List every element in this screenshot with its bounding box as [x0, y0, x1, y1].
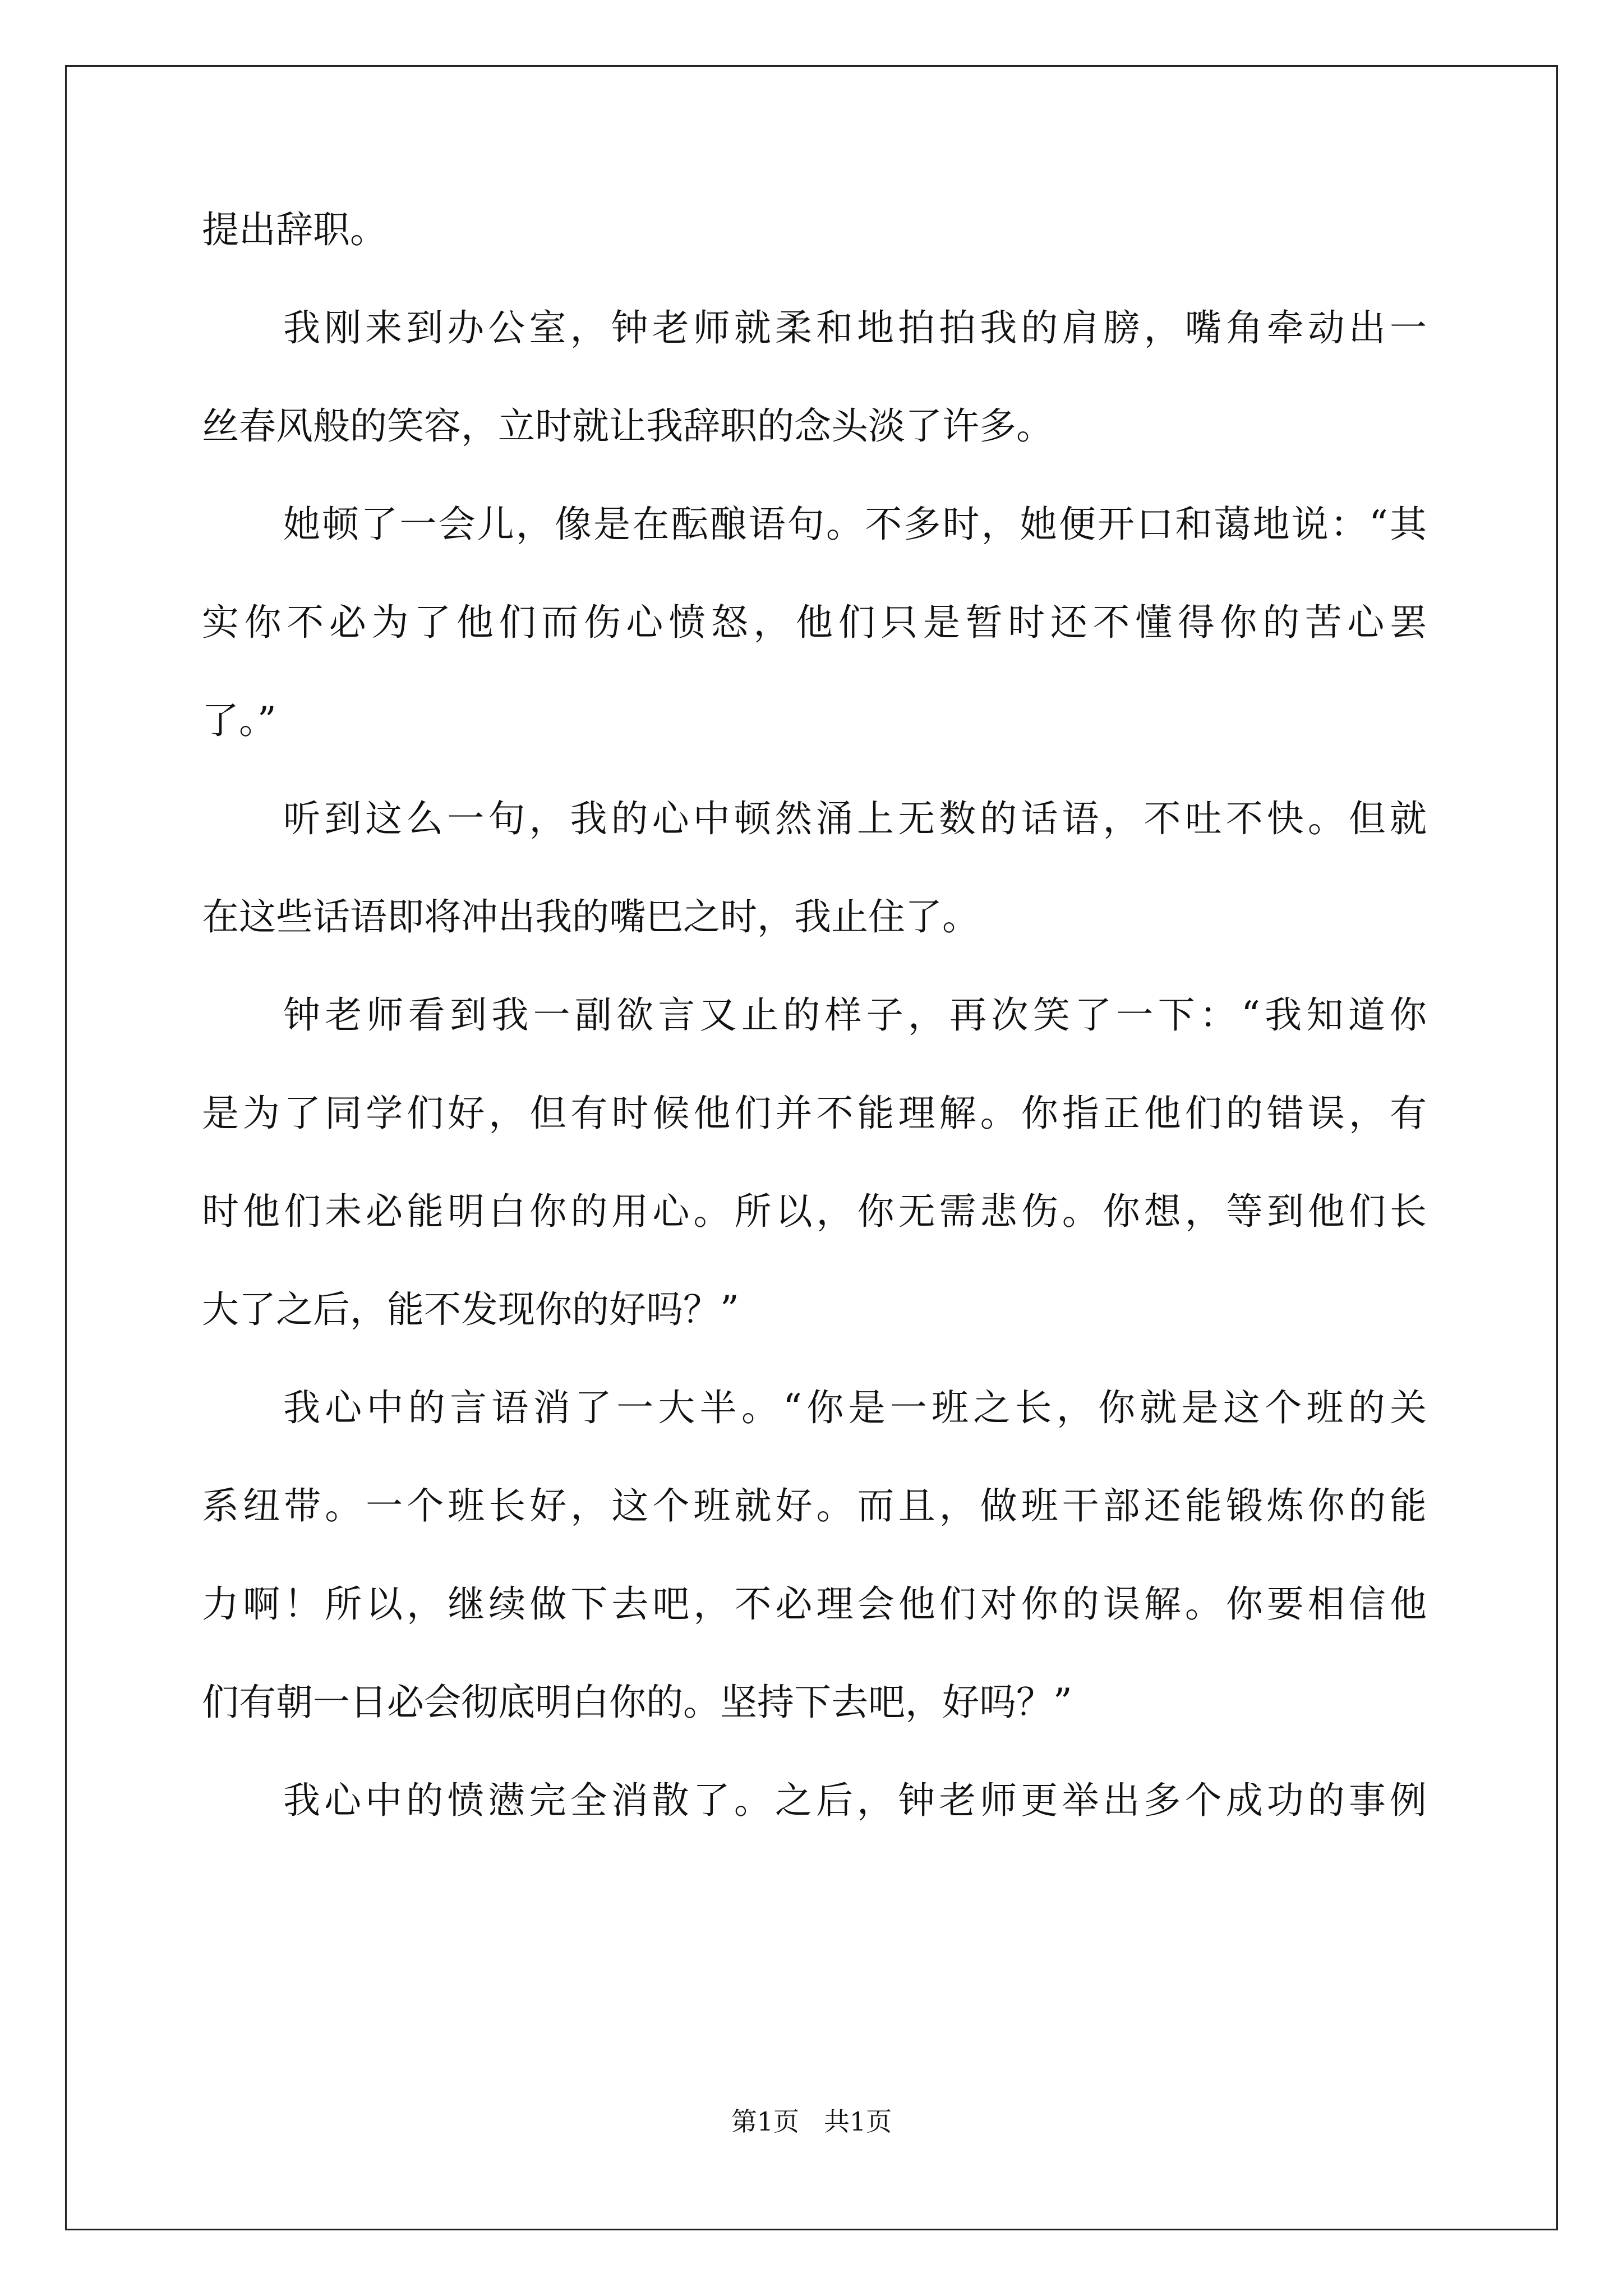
text-line: 我心中的愤懑完全消散了。之后，钟老师更举出多个成功的事例: [283, 1779, 1427, 1822]
text-line: 们有朝一日必会彻底明白你的。坚持下去吧，好吗？”: [202, 1681, 1072, 1724]
text-line: 大了之后，能不发现你的好吗？”: [202, 1288, 739, 1331]
page-border: [65, 65, 1558, 2230]
text-line: 是为了同学们好，但有时候他们并不能理解。你指正他们的错误，有: [202, 1092, 1427, 1135]
text-line: 力啊！所以，继续做下去吧，不必理会他们对你的误解。你要相信他: [202, 1582, 1427, 1626]
text-line: 在这些话语即将冲出我的嘴巴之时，我止住了。: [202, 895, 979, 938]
page-number: 第1页: [731, 2106, 800, 2137]
text-line: 她顿了一会儿，像是在酝酿语句。不多时，她便开口和蔼地说：“其: [283, 503, 1427, 546]
page-total: 共1页: [823, 2106, 892, 2137]
text-line: 提出辞职。: [202, 208, 387, 251]
text-line: 钟老师看到我一副欲言又止的样子，再次笑了一下：“我知道你: [283, 993, 1427, 1037]
text-line: 听到这么一句，我的心中顿然涌上无数的话语，不吐不快。但就: [283, 797, 1427, 840]
text-line: 我刚来到办公室，钟老师就柔和地拍拍我的肩膀，嘴角牵动出一: [283, 306, 1427, 349]
text-line: 我心中的言语消了一大半。“你是一班之长，你就是这个班的关: [283, 1386, 1427, 1429]
text-line: 实你不必为了他们而伤心愤怒，他们只是暂时还不懂得你的苦心罢: [202, 601, 1427, 644]
text-line: 系纽带。一个班长好，这个班就好。而且，做班干部还能锻炼你的能: [202, 1484, 1427, 1527]
page-footer: [0, 2105, 1623, 2138]
text-line: 了。”: [202, 699, 276, 742]
text-line: 丝春风般的笑容，立时就让我辞职的念头淡了许多。: [202, 404, 1053, 448]
text-line: 时他们未必能明白你的用心。所以，你无需悲伤。你想，等到他们长: [202, 1190, 1427, 1233]
